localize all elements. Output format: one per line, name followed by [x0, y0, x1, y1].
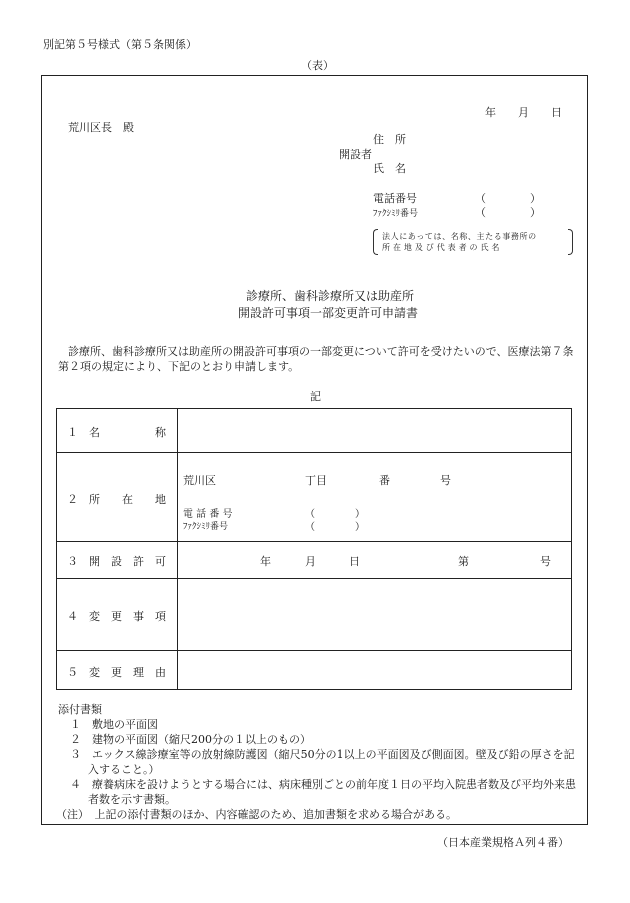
title-line1: 診療所、歯科診療所又は助産所 — [246, 289, 415, 303]
table-row-reason — [57, 650, 571, 690]
title-line2: 開設許可事項一部変更許可申請書 — [238, 306, 419, 320]
row5-label: ５ 変 更 理 由 — [67, 666, 166, 679]
row1-label: １ 名 称 — [67, 426, 166, 439]
row2-phone-parens: （ ） — [305, 509, 365, 520]
form-reference: 別記第５号様式（第５条関係） — [43, 38, 197, 51]
attachment-item1: １ 敷地の平面図 — [70, 718, 158, 731]
name-label: 氏 名 — [373, 162, 406, 175]
corporation-note — [373, 229, 573, 255]
body-line2: 第２項の規定により、下記のとおり申請します。 — [58, 360, 300, 373]
attachment-item3-line2: 入すること。） — [88, 763, 160, 776]
row4-label: ４ 変 更 事 項 — [67, 610, 166, 623]
addressee: 荒川区長 殿 — [68, 121, 134, 134]
row3-go: 号 — [540, 555, 551, 568]
attachment-item4-line1: ４ 療養病床を設けようとする場合には、病床種別ごとの前年度１日の平均入院患者数及び平均外来患 — [70, 778, 576, 791]
phone-parens: （ ） — [475, 192, 541, 205]
table-row-permit — [57, 541, 571, 578]
row2-fax-label: ﾌｧｸｼﾐﾘ番号 — [183, 522, 229, 532]
row2-fax-parens: （ ） — [305, 522, 365, 533]
fax-parens: （ ） — [475, 206, 541, 219]
applicant-role-label: 開設者 — [339, 148, 372, 161]
row3-dai: 第 — [458, 555, 469, 568]
attachment-item4-line2: 者数を示す書類。 — [88, 793, 176, 806]
row3-month: 月 — [305, 555, 316, 568]
row2-ban: 番 — [379, 474, 390, 487]
row3-label: ３ 開 設 許 可 — [67, 555, 166, 568]
row3-year: 年 — [260, 555, 271, 568]
body-line1: 診療所、歯科診療所又は助産所の開設許可事項の一部変更について許可を受けたいので、医療法第７条 — [68, 345, 574, 358]
paper-size-footer: （日本産業規格Ａ列４番） — [437, 836, 569, 849]
row3-day: 日 — [349, 555, 360, 568]
row2-label: ２ 所 在 地 — [67, 493, 166, 506]
date-day: 日 — [551, 106, 562, 119]
table-row-location — [57, 452, 571, 541]
attachments-heading: 添付書類 — [58, 703, 102, 716]
fax-label: ﾌｧｸｼﾐﾘ番号 — [373, 209, 419, 219]
items-table — [56, 408, 572, 690]
corporation-note-line1: 法人にあっては、名称、主たる事務所の — [382, 232, 537, 241]
ki-heading: 記 — [310, 390, 321, 403]
phone-label: 電話番号 — [373, 192, 417, 205]
row2-go: 号 — [440, 474, 451, 487]
corporation-note-line2: 所 在 地 及 び 代 表 者 の 氏 名 — [382, 243, 500, 252]
table-row-name — [57, 409, 571, 452]
attachment-item2: ２ 建物の平面図（縮尺200分の１以上のもの） — [70, 733, 311, 746]
row2-chome: 丁目 — [305, 474, 327, 487]
attachments-note: （注） 上記の添付書類のほか、内容確認のため、追加書類を求める場合がある。 — [56, 808, 458, 821]
attachment-item3-line1: ３ エックス線診療室等の放射線防護図（縮尺50分の1以上の平面図及び側面図。壁及び鉛の厚さを記 — [70, 748, 575, 761]
date-month: 月 — [518, 106, 529, 119]
side-indicator: （表） — [301, 59, 334, 72]
address-label: 住 所 — [373, 133, 406, 146]
date-year: 年 — [485, 106, 496, 119]
row2-ward: 荒川区 — [183, 474, 216, 487]
row2-phone-label: 電 話 番 号 — [183, 509, 233, 520]
table-row-changes — [57, 578, 571, 650]
